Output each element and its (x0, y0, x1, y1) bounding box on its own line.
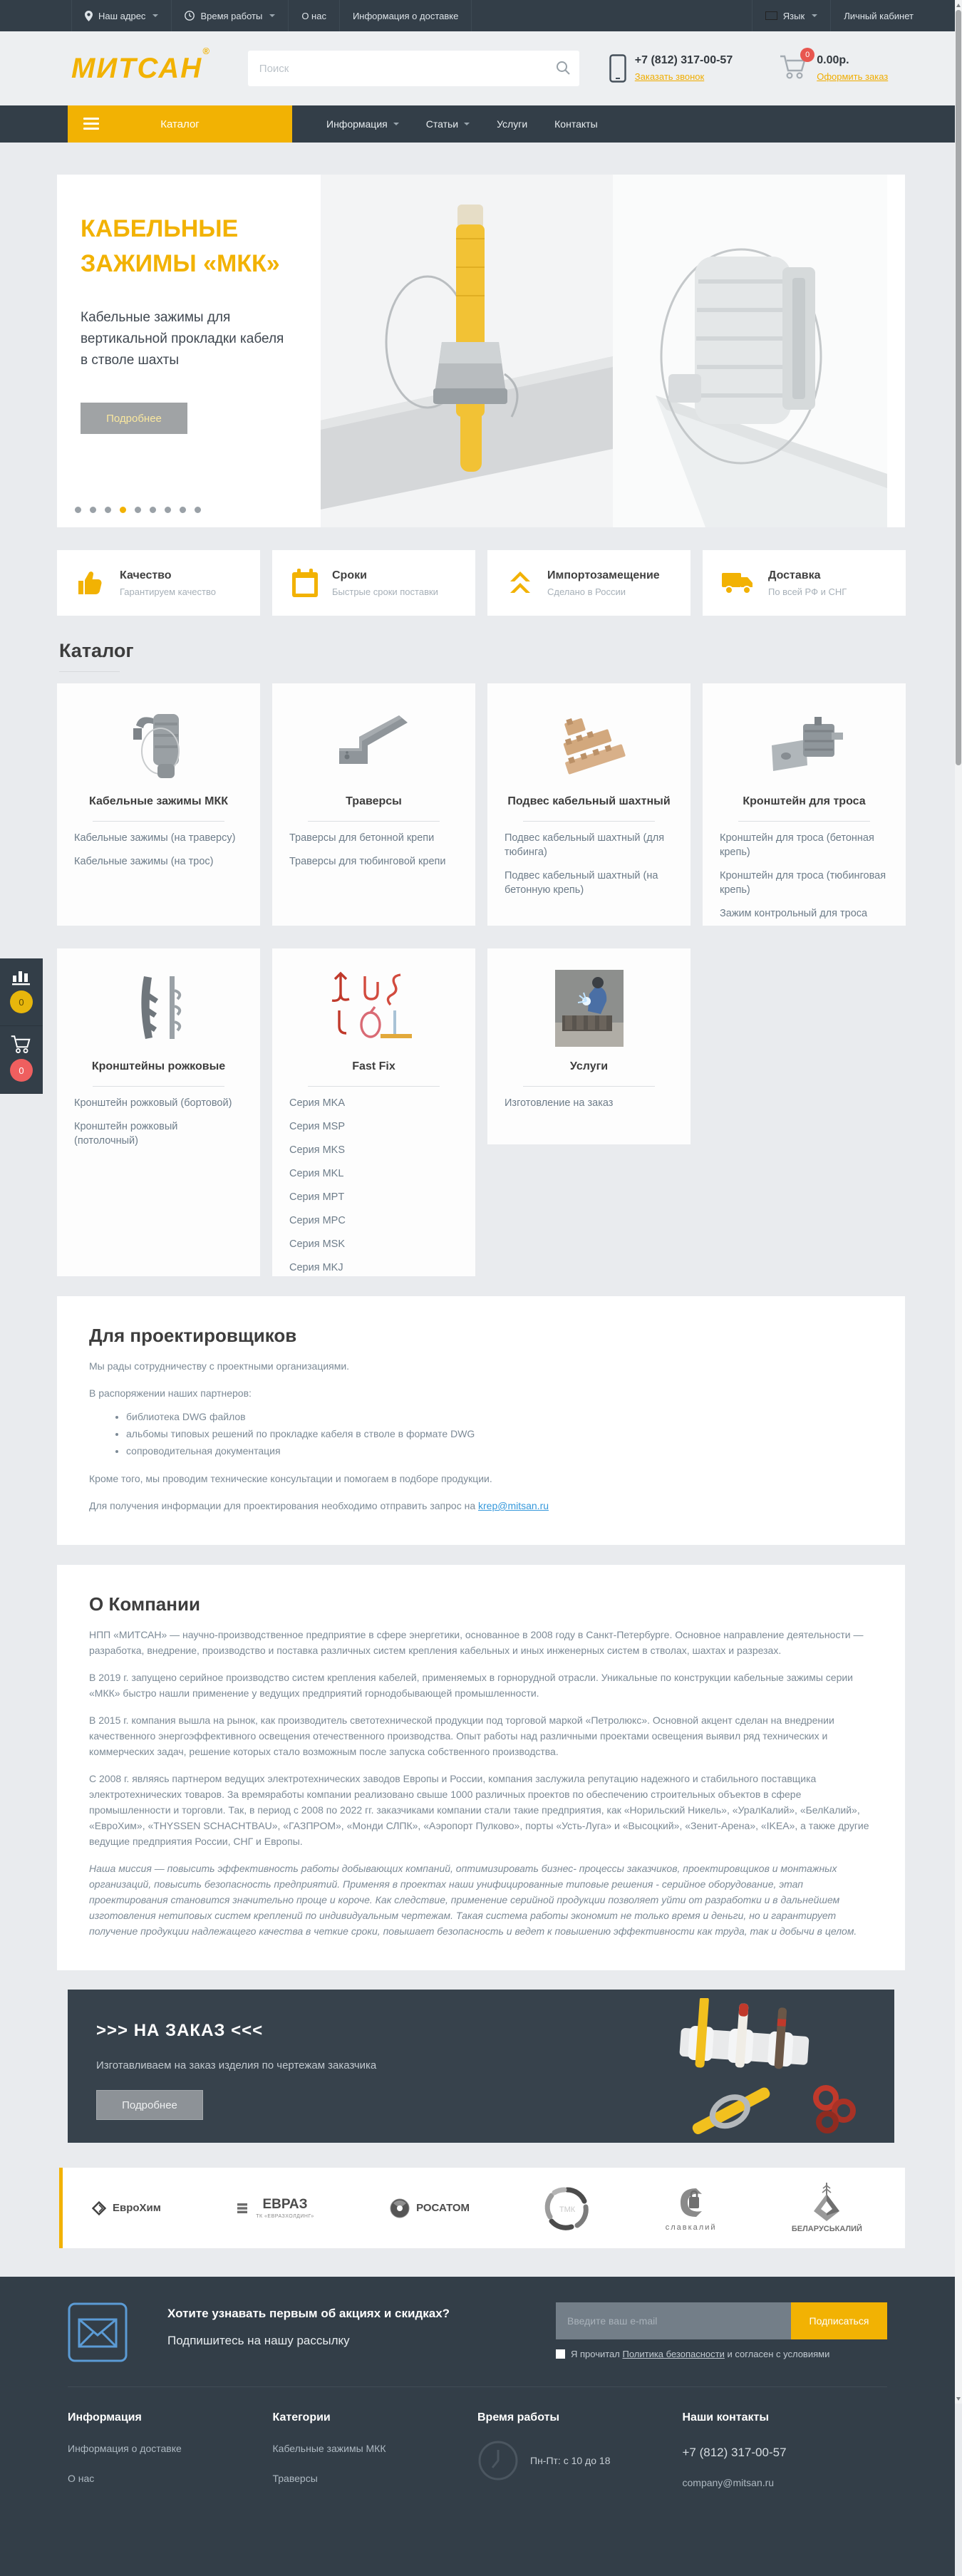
partner-name: ЕВРАЗ (262, 2197, 308, 2212)
location-pin-icon (85, 11, 93, 21)
feature-subtitle: Быстрые сроки поставки (332, 586, 438, 597)
menu-item-services[interactable] (497, 118, 527, 130)
designers-paragraph: Кроме того, мы проводим технические консультации и помогаем в подборе продукции. (89, 1473, 492, 1484)
product-image[interactable] (74, 967, 243, 1049)
catalog-link[interactable]: Зажим контрольный для троса (720, 908, 868, 919)
catalog-link[interactable]: Изготовление на заказ (505, 1097, 614, 1109)
header-cart-block[interactable] (780, 50, 889, 83)
designers-paragraph: В распоряжении наших партнеров: (89, 1387, 252, 1399)
floating-widgets (0, 958, 43, 1094)
header (0, 31, 955, 105)
newsletter-texts (167, 2302, 450, 2348)
catalog-link[interactable]: Серия MKA (289, 1097, 346, 1109)
feature-title: Качество (120, 569, 172, 581)
envelope-icon (68, 2302, 128, 2362)
slider-dot[interactable] (90, 507, 96, 513)
slider-dot[interactable] (180, 507, 186, 513)
search-box (248, 51, 579, 86)
slider-dot[interactable] (105, 507, 111, 513)
catalog-link[interactable]: Серия MKJ (289, 1262, 343, 1273)
hero-title: КАБЕЛЬНЫЕ ЗАЖИМЫ «МКК» (81, 215, 280, 277)
catalog-title-divider (59, 671, 120, 672)
designers-paragraph: Мы рады сотрудничеству с проектными организациями. (89, 1360, 350, 1372)
top-bar-delivery[interactable] (340, 0, 472, 31)
hero-photos (321, 175, 905, 527)
catalog-link[interactable]: Серия MSK (289, 1238, 346, 1250)
cart-icon (11, 1035, 32, 1054)
checkout-link[interactable]: Оформить заказ (817, 71, 889, 82)
about-paragraph: С 2008 г. являясь партнером ведущих электротехнических заводов Европы и России, компания заслужила репутацию надежного и стабильного поставщика электротехнических товаров. За времяработы компании реализовано свыше 1000 различных проектов по обеспечению строительных объектов в сфере промышленности и торговли. Так, в период с 2008 по 2022 гг. заказчиками компании стали такие предприятия, как «Норильский Никель», «УралКалий», «БелКалий», «ЕвроХим», «THYSSEN SCHACHTBAU», «ГАЗПРОМ», «Монди СЛПК», «Аэропорт Пулково», порты «Усть-Луга» и «Высоцкий», «Зенит-Арена», «IKEA», а также другие ведущие предприятия России, СНГ и Европы. (89, 1773, 869, 1847)
language-switcher[interactable] (752, 0, 831, 31)
scrollbar-up-arrow[interactable] (955, 0, 962, 10)
privacy-policy-link[interactable]: Политика безопасности (622, 2349, 725, 2359)
features-row (57, 550, 955, 616)
custom-order-banner (68, 1990, 894, 2143)
catalog-card-title[interactable]: Подвес кабельный шахтный (507, 795, 671, 807)
designers-bullet-list (126, 1408, 873, 1459)
about-section (57, 1565, 905, 1970)
thumbs-up-icon (76, 567, 107, 599)
catalog-link[interactable]: Траверсы для тюбинговой крепи (289, 856, 446, 867)
newsletter-form (556, 2302, 887, 2359)
partner-name: РОСАТОМ (416, 2202, 470, 2214)
belaruskali-logo-icon (811, 2183, 842, 2223)
divider (93, 1086, 224, 1087)
catalog-cards-grid (57, 683, 917, 1276)
partners-carousel (59, 2168, 905, 2248)
catalog-link[interactable]: Серия MSP (289, 1121, 346, 1132)
slider-dot[interactable] (165, 507, 171, 513)
clock-icon (477, 2440, 519, 2481)
compare-widget[interactable] (0, 958, 43, 1026)
catalog-link[interactable]: Траверсы для бетонной крепи (289, 832, 435, 844)
catalog-card-fast-fix (272, 948, 475, 1276)
top-bar-about[interactable] (289, 0, 340, 31)
catalog-menu-label: Каталог (160, 118, 200, 130)
partner-name: ЕвроХим (113, 2202, 161, 2214)
divider (523, 1086, 655, 1087)
catalog-link[interactable]: Кронштейн для троса (тюбинговая крепь) (720, 870, 886, 896)
top-bar-right (752, 0, 926, 31)
footer-column-title: Категории (272, 2411, 331, 2424)
designers-paragraph (89, 1498, 873, 1514)
catalog-card-mkk-clamps (57, 683, 260, 926)
partner-logo-evraz[interactable] (236, 2197, 314, 2219)
catalog-card-title[interactable]: Кронштейн для троса (743, 795, 866, 807)
catalog-card-title[interactable]: Услуги (569, 1060, 609, 1072)
catalog-card-rope-bracket (703, 683, 906, 926)
divider (738, 821, 870, 822)
about-mission-paragraph: Наша миссия — повысить эффективность работы добывающих компаний, оптимизировать бизнес- процессы заказчиков, проектировщиков и монтажных организаций, повысить безопасность предприятий. Применяя в проектах наши унифицированные типовые решения - серийное оборудование, этап проектирования становится значительно проще и короче. Как следствие, применение серийной продукции позволяет уйти от разработки и в дальнейшем изготовления нетиповых систем креплений по индивидуальным чертежам. Такая система работы экономит не только время и деньги, но и гарантирует получение продукции надлежащего качества в четкие сроки, повышает безопасность и ведет к повышению эффективности как труда, так и добычи в целом. (89, 1863, 857, 1937)
newsletter-block (68, 2302, 887, 2362)
hero-description: Кабельные зажимы для вертикальной прокладки кабеля в стволе шахты (81, 310, 284, 368)
partner-logo-slavkaliy[interactable] (666, 2184, 717, 2232)
designers-title: Для проектировщиков (89, 1325, 297, 1346)
catalog-section-title: Каталог (59, 640, 134, 661)
footer-column-categories (273, 2411, 478, 2488)
footer-link[interactable]: Траверсы (272, 2473, 318, 2484)
footer (0, 2277, 955, 2576)
designers-request-text: Для получения информации для проектирования необходимо отправить запрос на (89, 1500, 478, 1511)
browser-scrollbar[interactable] (955, 0, 962, 2404)
banner-more-button[interactable]: Подробнее (96, 2090, 203, 2120)
main-menu (0, 105, 955, 143)
menu-item-contacts[interactable] (554, 118, 597, 130)
chevron-down-icon (152, 14, 158, 17)
top-bar-left (71, 0, 472, 31)
work-schedule: Пн-Пт: с 10 до 18 (530, 2455, 611, 2466)
product-image[interactable] (289, 702, 458, 784)
slider-dot[interactable] (195, 507, 201, 513)
eurochem-logo-icon (91, 2200, 107, 2216)
header-phone-number: +7 (812) 317-00-57 (634, 53, 733, 66)
partner-logo-rosatom[interactable] (389, 2198, 470, 2219)
catalog-card-mine-suspension (487, 683, 691, 926)
feature-subtitle: Сделано в России (547, 586, 626, 597)
personal-account-link[interactable] (831, 0, 926, 31)
hero-photo-cable-clamp (321, 175, 613, 527)
catalog-link[interactable]: Серия MKL (289, 1168, 344, 1179)
chevron-down-icon (464, 123, 470, 125)
scrollbar-down-arrow[interactable] (955, 2394, 962, 2404)
truck-icon (721, 569, 755, 597)
chevron-down-icon (269, 14, 275, 17)
clock-icon (185, 11, 195, 21)
subscribe-button[interactable]: Подписаться (791, 2302, 887, 2339)
catalog-menu-button[interactable] (68, 105, 292, 143)
newsletter-question: Хотите узнавать первым об акциях и скидках? (167, 2307, 450, 2320)
partner-logo-belaruskali[interactable] (792, 2183, 862, 2233)
logo-trademark: ® (202, 46, 211, 57)
hero-photo-metal-clamp (613, 175, 887, 527)
catalog-card-horn-brackets (57, 948, 260, 1276)
slider-dot[interactable] (135, 507, 141, 513)
personal-account-label: Личный кабинет (844, 10, 914, 21)
footer-link[interactable]: Кабельные зажимы МКК (272, 2443, 386, 2454)
catalog-link[interactable]: Кронштейн рожковый (потолочный) (74, 1121, 178, 1147)
catalog-card-traverses (272, 683, 475, 926)
custom-products-image (668, 1998, 860, 2137)
catalog-link[interactable]: Кронштейн рожковый (бортовой) (74, 1097, 232, 1109)
banner-title: >>> НА ЗАКАЗ <<< (96, 2021, 264, 2040)
hamburger-icon (83, 118, 99, 133)
catalog-link[interactable]: Кабельные зажимы (на траверсу) (74, 832, 236, 844)
about-paragraph: НПП «МИТСАН» — научно-производственное предприятие в сфере энергетики, основанное в 2008 году в Санкт-Петербурге. Основное направление деятельности — разработка, внедрение, производство и поставка различных систем крепления кабельных и иных инженерных систем в стволах, шахтах и разрезах. (89, 1629, 864, 1656)
slider-dot[interactable] (150, 507, 156, 513)
feature-subtitle: Гарантируем качество (120, 586, 216, 597)
agreement-checkbox[interactable] (556, 2349, 565, 2359)
product-image[interactable] (505, 702, 673, 784)
partner-logo-tmk[interactable] (544, 2186, 590, 2231)
about-title: О Компании (89, 1593, 200, 1615)
chevron-down-icon (393, 123, 399, 125)
top-bar-worktime-label: Время работы (200, 10, 263, 21)
menu-item-label: Контакты (554, 118, 598, 130)
menu-item-label: Информация (326, 118, 388, 130)
divider (308, 1086, 440, 1087)
callback-link[interactable]: Заказать звонок (634, 71, 705, 82)
top-bar (0, 0, 955, 31)
evraz-logo-icon (236, 2201, 250, 2215)
footer-email[interactable]: company@mitsan.ru (682, 2477, 775, 2488)
slider-dot-active[interactable] (120, 507, 126, 513)
top-bar-delivery-label: Информация о доставке (352, 10, 459, 21)
cart-count-badge: 0 (800, 48, 814, 62)
catalog-link[interactable]: Серия MKS (289, 1144, 346, 1156)
search-icon[interactable] (556, 61, 570, 75)
catalog-link[interactable]: Кабельные зажимы (на трос) (74, 856, 214, 867)
catalog-link[interactable]: Серия MPT (289, 1191, 345, 1203)
catalog-link[interactable]: Серия MPC (289, 1215, 346, 1226)
feature-terms (272, 550, 475, 616)
feature-subtitle: По всей РФ и СНГ (768, 586, 847, 597)
product-image[interactable] (74, 702, 243, 784)
hero-slide-text (57, 175, 321, 527)
newsletter-agreement (556, 2349, 887, 2359)
partner-name: ТМК (559, 2205, 576, 2214)
newsletter-subtitle: Подпишитесь на нашу рассылку (167, 2334, 350, 2347)
designers-section (57, 1296, 905, 1545)
compare-count-badge: 0 (10, 990, 33, 1013)
search-input[interactable] (248, 51, 579, 86)
footer-column-title: Информация (68, 2411, 142, 2424)
feature-quality (57, 550, 260, 616)
language-label: Язык (782, 10, 805, 21)
footer-link[interactable]: О нас (68, 2473, 95, 2484)
catalog-card-services (487, 948, 691, 1144)
designers-bullet: • библиотека DWG файлов (126, 1408, 873, 1425)
agreement-text: Я прочитал Политика безопасности и согласен с условиями (571, 2349, 830, 2359)
footer-column-worktime (477, 2411, 683, 2488)
footer-phone[interactable]: +7 (812) 317-00-57 (682, 2446, 787, 2459)
feature-title: Сроки (332, 569, 367, 581)
menu-item-information[interactable] (326, 118, 399, 130)
footer-columns (68, 2411, 887, 2488)
cart-widget[interactable] (0, 1026, 43, 1094)
slavkaliy-logo-icon (675, 2184, 708, 2221)
partner-subtitle: ТК «ЕВРАЗХОЛДИНГ» (256, 2214, 314, 2219)
footer-column-contacts (683, 2411, 888, 2488)
mobile-phone-icon (609, 54, 626, 83)
tmk-logo-icon (544, 2186, 590, 2231)
chevron-down-icon (812, 14, 817, 17)
footer-column-title: Время работы (477, 2411, 560, 2424)
designers-bullet: • альбомы типовых решений по прокладке кабеля в стволе в формате DWG (126, 1425, 873, 1442)
rosatom-logo-icon (389, 2198, 410, 2219)
feature-delivery (703, 550, 906, 616)
partner-name: БЕЛАРУСЬКАЛИЙ (791, 2225, 862, 2233)
footer-link[interactable]: Информация о доставке (68, 2443, 182, 2454)
top-bar-address-label: Наш адрес (98, 10, 146, 21)
divider (308, 821, 440, 822)
hero-slider (57, 175, 905, 527)
catalog-link[interactable]: Кронштейн для троса (бетонная крепь) (720, 832, 874, 858)
catalog-card-title[interactable]: Кронштейны рожковые (91, 1060, 226, 1072)
catalog-card-title[interactable]: Кабельные зажимы МКК (89, 795, 228, 807)
designers-email-link[interactable]: krep@mitsan.ru (478, 1500, 549, 1511)
top-bar-about-label: О нас (301, 10, 326, 21)
scrollbar-thumb[interactable] (956, 10, 961, 765)
top-bar-worktime[interactable] (172, 0, 289, 31)
divider (93, 821, 224, 822)
divider (523, 821, 655, 822)
double-chevron-up-icon (506, 567, 534, 599)
slider-dot[interactable] (75, 507, 81, 513)
newsletter-email-input[interactable] (556, 2302, 791, 2339)
hero-more-button[interactable]: Подробнее (81, 403, 187, 434)
partner-logo-eurochem[interactable] (91, 2200, 161, 2216)
calendar-icon (291, 567, 319, 599)
catalog-card-title[interactable]: Траверсы (346, 795, 402, 807)
feature-title: Импортозамещение (547, 569, 660, 581)
russian-flag-icon (765, 11, 777, 20)
about-paragraph: В 2015 г. компания вышла на рынок, как производитель светотехнической продукции под торговой маркой «Петролюкс». Основной акцент сделан на внедрении качественного энергоэффективного освещения отечественного производства. Опыт работы над различными проектами освещения выявил ряд технических и коммерческих задач, решение которых стало возможным после запуска собственного производства. (89, 1714, 834, 1757)
about-paragraph: В 2019 г. запущено серийное производство систем крепления кабелей, применяемых в горнорудной отрасли. Уникальные по конструкции кабельные зажимы серии «МКК» быстро нашли применение у ведущих предприятий горнодобывающей промышленности. (89, 1672, 853, 1699)
menu-items (326, 105, 598, 143)
feature-title: Доставка (768, 569, 821, 581)
menu-item-label: Услуги (497, 118, 528, 130)
product-image[interactable] (289, 967, 458, 1049)
slider-dots (75, 507, 201, 513)
logo[interactable] (71, 46, 211, 85)
header-phone-block (609, 54, 733, 83)
menu-item-label: Статьи (425, 118, 459, 130)
footer-column-information (68, 2411, 273, 2488)
cart-total: 0.00р. (817, 53, 849, 66)
logo-text: МИТСАН (71, 52, 203, 84)
feature-import-substitution (487, 550, 691, 616)
footer-divider (68, 2386, 887, 2387)
designers-bullet: • сопроводительная документация (126, 1442, 873, 1459)
menu-item-articles[interactable] (426, 118, 470, 130)
product-image[interactable] (505, 967, 673, 1049)
partner-name: славкалий (665, 2223, 717, 2232)
catalog-card-title[interactable]: Fast Fix (352, 1060, 395, 1072)
catalog-link[interactable]: Подвес кабельный шахтный (для тюбинга) (505, 832, 665, 858)
cart-count-badge: 0 (10, 1059, 33, 1082)
catalog-link[interactable]: Подвес кабельный шахтный (на бетонную крепь) (505, 870, 658, 896)
banner-subtitle: Изготавливаем на заказ изделия по чертежам заказчика (96, 2059, 377, 2071)
product-image[interactable] (720, 702, 889, 784)
footer-column-title: Наши контакты (682, 2411, 770, 2424)
top-bar-address[interactable] (71, 0, 172, 31)
bar-chart-icon (11, 967, 31, 986)
